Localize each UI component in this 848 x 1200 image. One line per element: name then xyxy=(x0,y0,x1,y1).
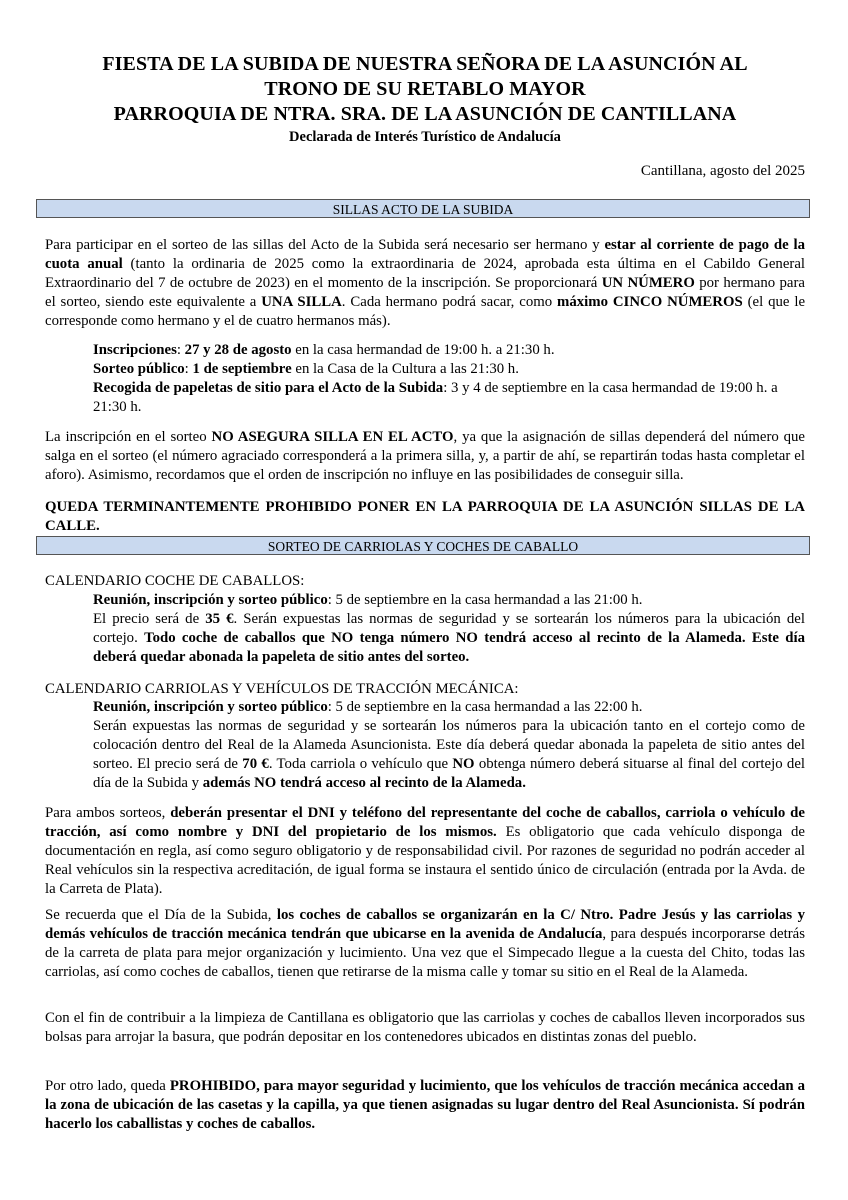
schedule-sorteo: Sorteo público: 1 de septiembre en la Casa de la Cultura a las 21:30 h. xyxy=(93,361,519,377)
date-line: Cantillana, agosto del 2025 xyxy=(640,163,805,179)
paragraph-cleaning: Con el fin de contribuir a la limpieza de Cantillana es obligatorio que las carriolas y coches de caballos lleven incorporados sus bolsas para arrojar la basura, que podrán depositar en los contenedores ubicados en distintas zonas del pueblo. xyxy=(45,1010,805,1045)
paragraph-organization: Se recuerda que el Día de la Subida, los coches de caballos se organizarán en la C/ Ntro. Padre Jesús y las carriolas y demás vehículos de tracción mecánica tendrán que ubicarse en la avenida de Andalucía, para después incorporarse detrás de la carreta de plata para mejor organización y lucimiento. Una vez que el Simpecado llegue a la cuesta del Chito, todas las carriolas, así como coches de caballos, tienen que retirarse de la misma calle y tomar su sitio en el Real de la Alameda. xyxy=(45,907,805,980)
paragraph-documentation: Para ambos sorteos, deberán presentar el DNI y teléfono del representante del coche de caballos, carriola o vehículo de tracción, así como nombre y DNI del propietario de los mismos. Es obligatorio que cada vehículo disponga de documentación en regla, así como seguro obligatorio y de responsabilidad civil. Por razones de seguridad no podrán acceder al Real vehículos sin la respectiva acreditación, de igual forma se instaura el sentido único de circulación (entrada por la Avda. de la Carreta de Plata). xyxy=(45,805,805,897)
calendar-heading: CALENDARIO CARRIOLAS Y VEHÍCULOS DE TRACCIÓN MECÁNICA: xyxy=(45,681,519,697)
schedule-inscripciones: Inscripciones: 27 y 28 de agosto en la casa hermandad de 19:00 h. a 21:30 h. xyxy=(93,342,555,358)
calendar-coches-caballos xyxy=(45,572,805,591)
section-title-sillas: SILLAS ACTO DE LA SUBIDA xyxy=(36,199,810,218)
paragraph-sillas-requirements: Para participar en el sorteo de las sillas del Acto de la Subida será necesario ser hermano y estar al corriente de pago de la cuota anual (tanto la ordinaria de 2025 como la extraordinaria de 2024, aprobada esta última en el Cabildo General Extraordinario del 7 de octubre de 2023) en el momento de la inscripción. Se proporcionará UN NÚMERO por hermano para el sorteo, siendo este equivalente a UNA SILLA. Cada hermano podrá sacar, como máximo CINCO NÚMEROS (el que le corresponde como hermano y el de cuatro hermanos más). xyxy=(45,237,806,329)
calendar-coches-body: Reunión, inscripción y sorteo público: 5 de septiembre en la casa hermandad a las 21:00 h. El precio será de 35 €. Serán expuestas las normas de seguridad y se sortearán los números para la ubicación del cortejo. Todo coche de caballos que NO tenga número NO tendrá acceso al recinto de la Alameda. Este día deberá quedar abonada la papeleta de sitio antes del sorteo. xyxy=(93,592,805,665)
calendar-heading: CALENDARIO COCHE DE CABALLOS: xyxy=(45,573,305,589)
paragraph-sorteo-notice: La inscripción en el sorteo NO ASEGURA SILLA EN EL ACTO, ya que la asignación de sillas dependerá del número que salga en el sorteo (el número agraciado corresponderá a la primera silla, y, a partir de ahí, se repartirán todas hasta completar el aforo). Asimismo, recordamos que el orden de inscripción no influye en las posibilidades de conseguir silla. xyxy=(45,429,806,483)
section-title-carriolas: SORTEO DE CARRIOLAS Y COCHES DE CABALLO xyxy=(36,536,810,555)
reunion-line: Reunión, inscripción y sorteo público: 5 de septiembre en la casa hermandad a las 21:00 h. xyxy=(93,592,643,608)
schedule-list xyxy=(93,341,805,417)
reunion-line: Reunión, inscripción y sorteo público: 5 de septiembre en la casa hermandad a las 22:00 h. xyxy=(93,699,643,715)
calendar-carriolas xyxy=(45,680,805,699)
header-line-3: PARROQUIA DE NTRA. SRA. DE LA ASUNCIÓN DE CANTILLANA xyxy=(113,103,737,125)
header-subtitle: Declarada de Interés Turístico de Andalucía xyxy=(289,129,561,145)
header-line-1: FIESTA DE LA SUBIDA DE NUESTRA SEÑORA DE LA ASUNCIÓN AL xyxy=(102,53,748,75)
paragraph-prohibited-zone: Por otro lado, queda PROHIBIDO, para mayor seguridad y lucimiento, que los vehículos de tracción mecánica accedan a la zona de ubicación de las casetas y la capilla, ya que tienen asignadas su lugar dentro del Real Asuncionista. Sí podrán hacerlo los caballistas y coches de caballos. xyxy=(45,1078,805,1132)
prohibition-warning: QUEDA TERMINANTEMENTE PROHIBIDO PONER EN LA PARROQUIA DE LA ASUNCIÓN SILLAS DE LA CALLE. xyxy=(45,499,805,534)
schedule-recogida: Recogida de papeletas de sitio para el Acto de la Subida: 3 y 4 de septiembre en la casa hermandad de 19:00 h. a 21:30 h. xyxy=(93,380,778,415)
header-line-2: TRONO DE SU RETABLO MAYOR xyxy=(264,78,586,100)
document-header xyxy=(40,52,810,147)
calendar-carriolas-body: Reunión, inscripción y sorteo público: 5 de septiembre en la casa hermandad a las 22:00 h. Serán expuestas las normas de seguridad y se sortearán los números para la ubicación tanto en el cortejo como de colocación dentro del Real de la Alameda Asuncionista. Este día deberá quedar abonada la papeleta de sitio antes del sorteo. El precio será de 70 €. Toda carriola o vehículo que NO obtenga número deberá situarse al final del cortejo del día de la Subida y además NO tendrá acceso al recinto de la Alameda. xyxy=(93,699,805,791)
